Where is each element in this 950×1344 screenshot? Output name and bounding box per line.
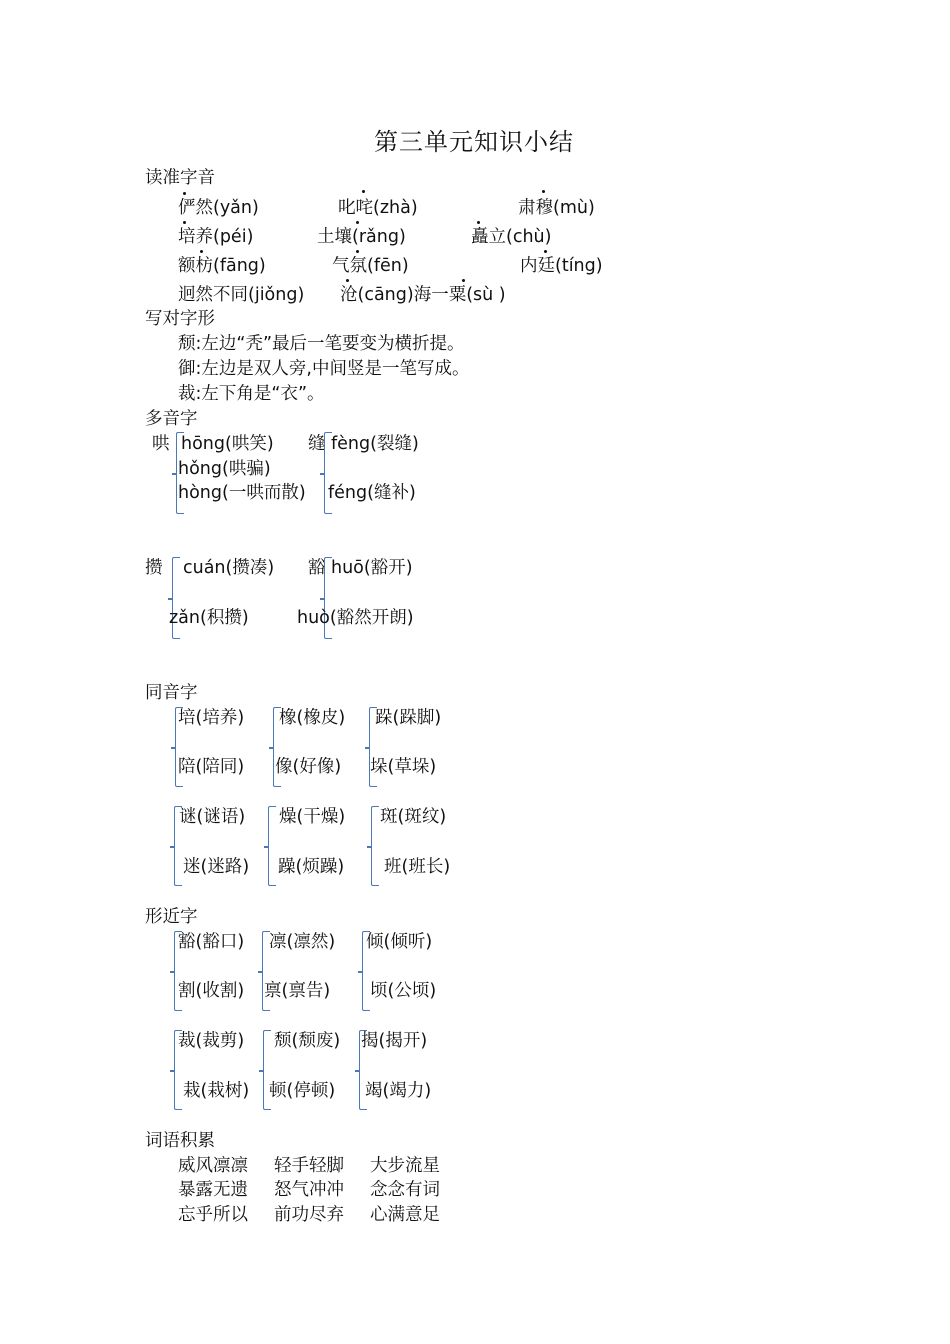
similar-item: 倾(倾听) [366,932,433,952]
pinyin-item: 沧(cāng)海一粟(sù ) [340,285,506,305]
poly-char: 攒 [145,558,163,578]
homophone-item: 跺(跺脚) [375,708,442,728]
emphasis-dot [356,221,359,224]
pinyin-item: 内廷(tíng) [520,256,603,276]
pinyin-item: 矗立(chù) [471,227,552,247]
pinyin-item: 土壤(rǎng) [317,227,406,247]
homophone-item: 陪(陪同) [178,757,245,777]
section-heading-words: 词语积累 [145,1131,215,1151]
section-heading-polyphonic: 多音字 [145,409,198,429]
homophone-item: 培(培养) [178,708,245,728]
emphasis-dot [462,279,465,282]
bracket [268,806,276,886]
poly-reading: hǒng(哄骗) [178,459,271,479]
poly-reading: hōng(哄笑) [181,434,274,454]
word-item: 暴露无遗 [178,1180,248,1200]
emphasis-dot [356,250,359,253]
homophone-item: 橡(橡皮) [279,708,346,728]
homophone-item: 斑(斑纹) [380,807,447,827]
word-item: 威风凛凛 [178,1156,248,1176]
glyph-note: 御:左边是双人旁,中间竖是一笔写成。 [178,359,470,379]
emphasis-dot [544,250,547,253]
glyph-note: 裁:左下角是“衣”。 [178,384,325,404]
poly-reading: huò(豁然开朗) [297,608,414,628]
similar-item: 栽(栽树) [183,1081,250,1101]
glyph-note: 颓:左边“秃”最后一笔要变为横折提。 [178,334,465,354]
word-item: 忘乎所以 [178,1205,248,1225]
homophone-item: 躁(烦躁) [278,857,345,877]
section-heading-read: 读准字音 [145,168,215,188]
similar-item: 颓(颓废) [274,1031,341,1051]
homophone-item: 像(好像) [275,757,342,777]
emphasis-dot [477,221,480,224]
bracket [371,806,379,886]
homophone-item: 谜(谜语) [179,807,246,827]
similar-item: 禀(禀告) [264,981,331,1001]
similar-item: 顿(停顿) [269,1081,336,1101]
page-title: 第三单元知识小结 [374,128,574,156]
pinyin-item: 气氛(fēn) [332,256,409,276]
similar-item: 揭(揭开) [361,1031,428,1051]
pinyin-item: 培养(péi) [178,227,254,247]
poly-reading: huō(豁开) [331,558,413,578]
homophone-item: 迷(迷路) [183,857,250,877]
poly-reading: zǎn(积攒) [169,608,249,628]
poly-reading: fèng(裂缝) [331,434,419,454]
pinyin-item: 俨然(yǎn) [178,198,259,218]
similar-item: 顷(公顷) [370,981,437,1001]
emphasis-dot [200,250,203,253]
pinyin-item: 叱咤(zhà) [338,198,418,218]
poly-char: 豁 [308,558,326,578]
section-heading-similar: 形近字 [145,907,198,927]
similar-item: 竭(竭力) [365,1081,432,1101]
pinyin-item: 迥然不同(jiǒng) [178,285,305,305]
homophone-item: 班(班长) [384,857,451,877]
emphasis-dot [183,221,186,224]
poly-char: 缝 [308,434,326,454]
word-item: 前功尽弃 [274,1205,344,1225]
pinyin-item: 肃穆(mù) [518,198,595,218]
emphasis-dot [542,190,545,193]
word-item: 心满意足 [370,1205,440,1225]
poly-reading: hòng(一哄而散) [178,483,306,503]
emphasis-dot [362,190,365,193]
emphasis-dot [183,192,186,195]
similar-item: 割(收割) [178,981,245,1001]
word-item: 念念有词 [370,1180,440,1200]
word-item: 轻手轻脚 [274,1156,344,1176]
word-item: 大步流星 [370,1156,440,1176]
word-item: 怒气冲冲 [274,1180,344,1200]
poly-reading: cuán(攒凑) [183,558,275,578]
homophone-item: 垛(草垛) [370,757,437,777]
similar-item: 凛(凛然) [269,932,336,952]
similar-item: 豁(豁口) [178,932,245,952]
pinyin-item: 额枋(fāng) [178,256,266,276]
homophone-item: 燥(干燥) [279,807,346,827]
similar-item: 裁(裁剪) [178,1031,245,1051]
poly-char: 哄 [152,434,170,454]
poly-reading: féng(缝补) [328,483,416,503]
emphasis-dot [346,279,349,282]
section-heading-write: 写对字形 [145,309,215,329]
section-heading-homophones: 同音字 [145,683,198,703]
